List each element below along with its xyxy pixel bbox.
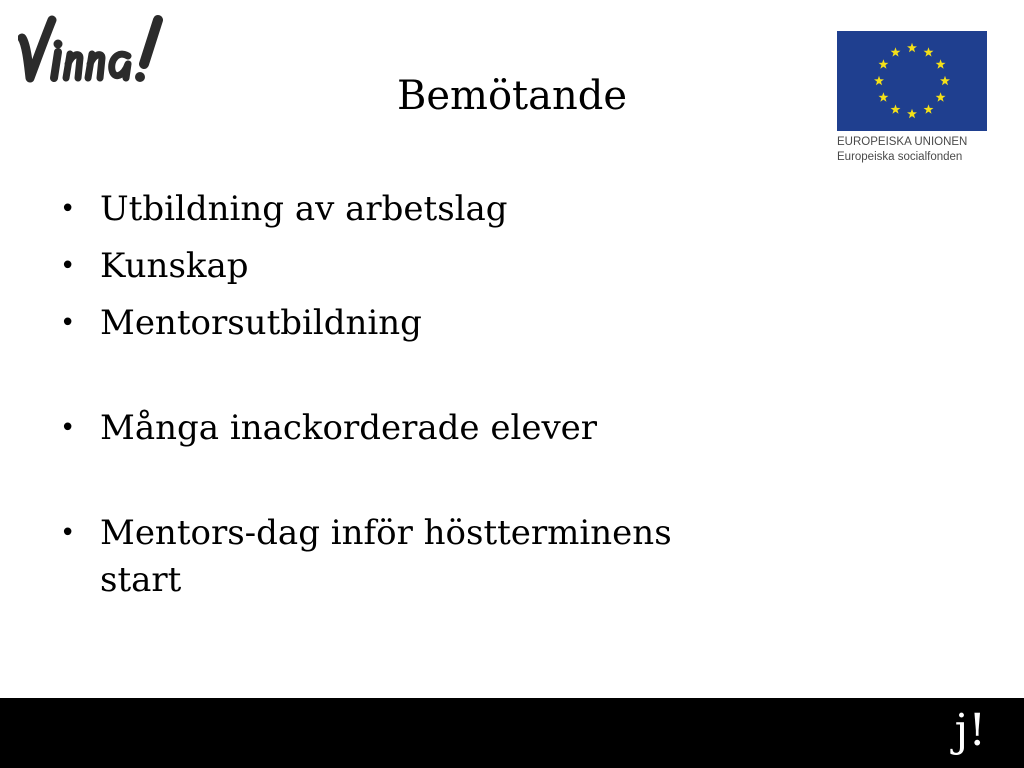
bullet-icon: • <box>60 251 76 281</box>
eu-caption-line-2: Europeiska socialfonden <box>837 151 963 163</box>
bullet-item <box>60 405 740 452</box>
bullet-icon: • <box>60 194 76 224</box>
footer-bar <box>0 698 1024 768</box>
bullet-text: Mentorsutbildning <box>100 303 422 343</box>
bullet-item <box>60 510 740 604</box>
eu-logo <box>835 31 987 171</box>
bullet-icon: • <box>60 518 76 548</box>
bullet-text: Mentors-dag inför höstterminens start <box>100 513 672 600</box>
bullet-item <box>60 243 740 290</box>
bullet-text: Kunskap <box>100 246 249 286</box>
bullet-text: Många inackorderade elever <box>100 408 598 448</box>
bullet-item <box>60 300 740 347</box>
bullet-item <box>60 186 740 233</box>
bullet-text: Utbildning av arbetslag <box>100 189 508 229</box>
footer-logo: j! <box>954 705 986 756</box>
slide-title: Bemötande <box>396 73 628 119</box>
bullet-icon: • <box>60 413 76 443</box>
eu-caption <box>837 135 997 165</box>
bullet-list <box>60 186 740 614</box>
eu-flag-icon <box>837 31 987 131</box>
eu-caption-line-1: EUROPEISKA UNIONEN <box>837 136 968 148</box>
bullet-icon: • <box>60 308 76 338</box>
